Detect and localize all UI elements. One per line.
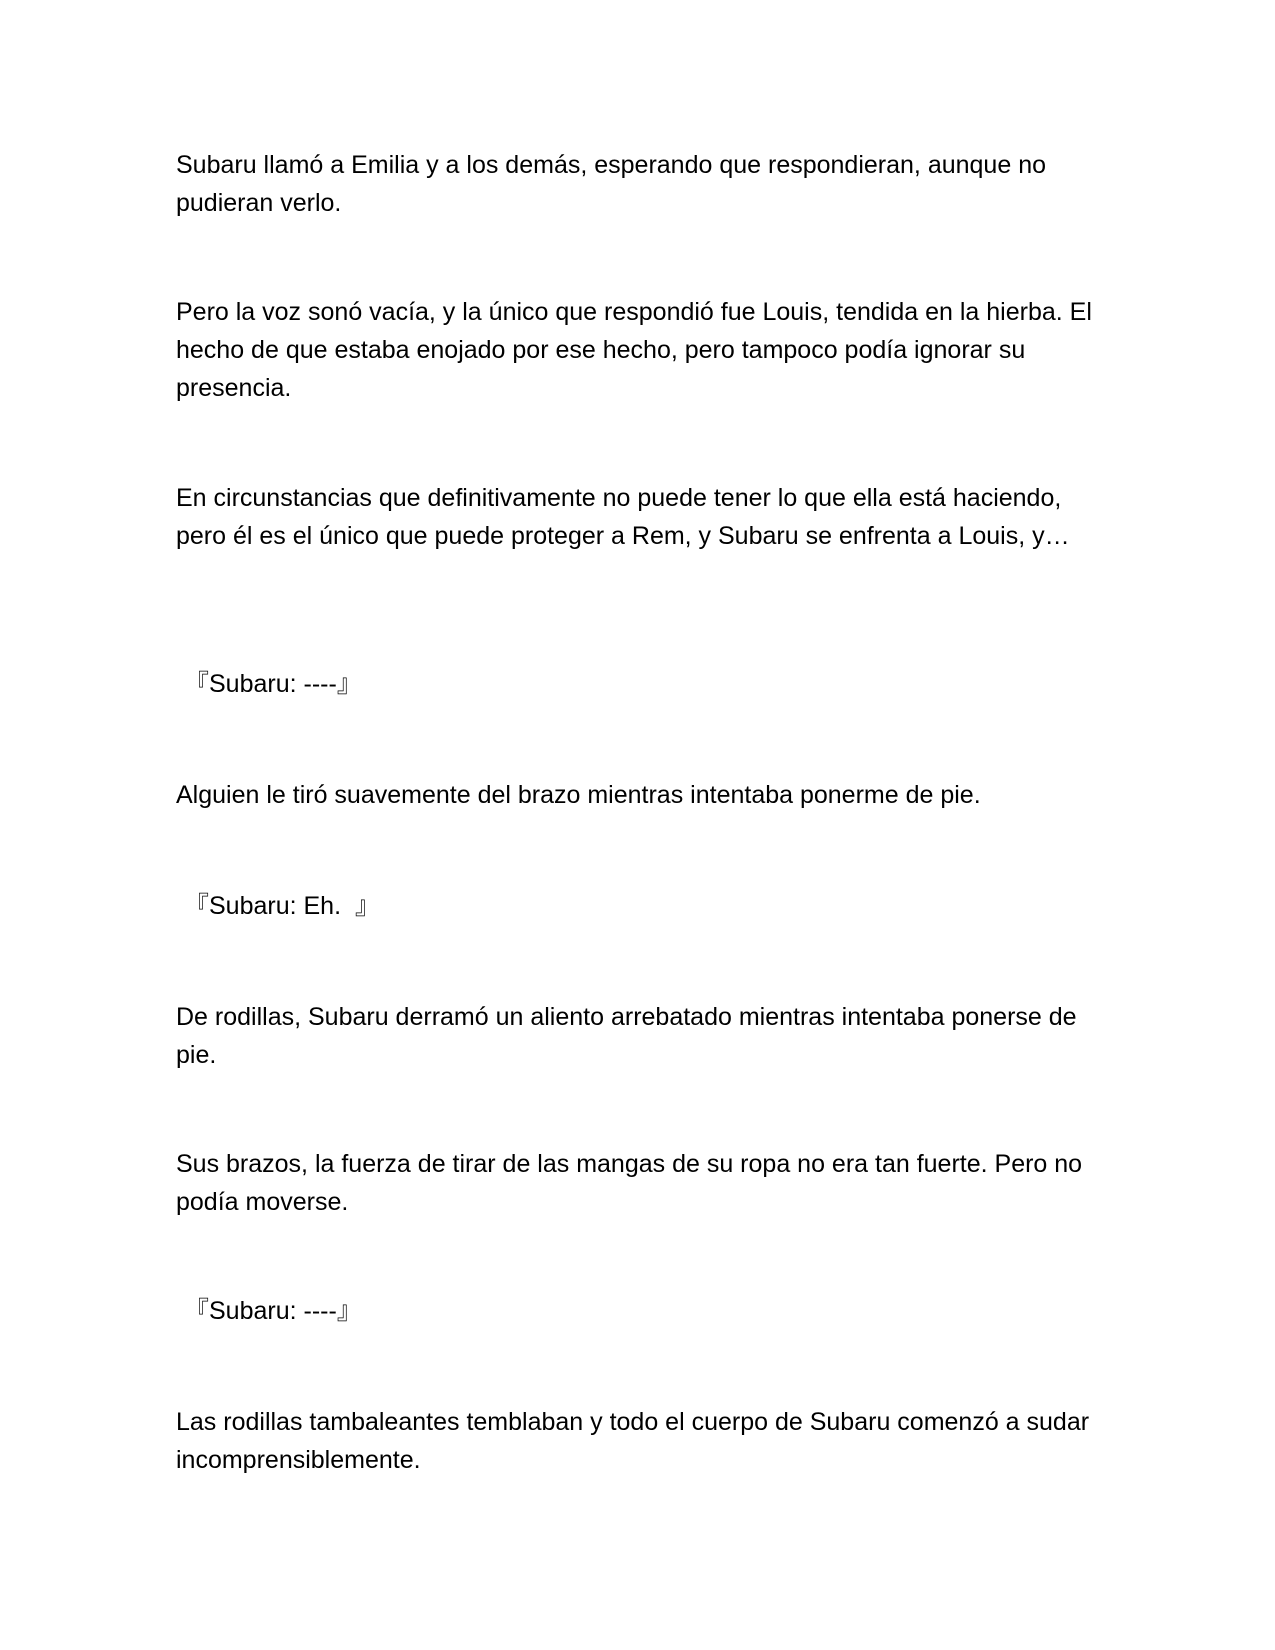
paragraph: Pero la voz sonó vacía, y la único que respondió fue Louis, tendida en la hierba. El hecho de que estaba enojado por ese hecho, pero tampoco podía ignorar su presencia. xyxy=(176,298,1092,402)
paragraph: Alguien le tiró suavemente del brazo mientras intentaba ponerme de pie. xyxy=(176,781,981,809)
paragraph: Subaru llamó a Emilia y a los demás, esperando que respondieran, aunque no pudieran verlo. xyxy=(176,151,1046,217)
paragraph: En circunstancias que definitivamente no puede tener lo que ella está haciendo, pero él es el único que puede proteger a Rem, y Subaru se enfrenta a Louis, y… xyxy=(176,484,1070,550)
dialogue-line: 『Subaru: Eh. 』 xyxy=(184,892,380,920)
paragraph: Sus brazos, la fuerza de tirar de las mangas de su ropa no era tan fuerte. Pero no podía moverse. xyxy=(176,1150,1083,1216)
dialogue-line: 『Subaru: ----』 xyxy=(184,1297,362,1325)
paragraph: Las rodillas tambaleantes temblaban y todo el cuerpo de Subaru comenzó a sudar incomprensiblemente. xyxy=(176,1408,1090,1474)
paragraph: De rodillas, Subaru derramó un aliento arrebatado mientras intentaba ponerse de pie. xyxy=(176,1003,1077,1069)
dialogue-line: 『Subaru: ----』 xyxy=(184,670,362,698)
